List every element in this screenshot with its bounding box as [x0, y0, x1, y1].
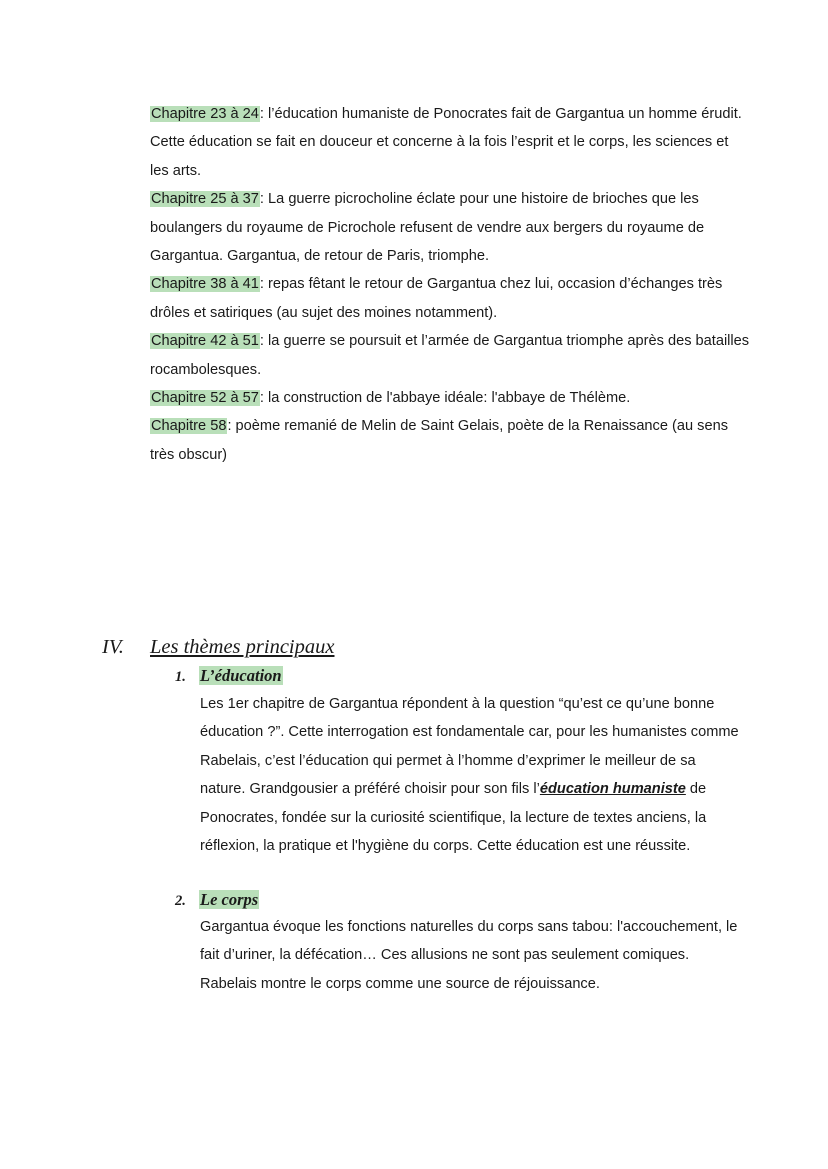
section-heading — [102, 636, 742, 659]
subsection-heading-education — [175, 666, 775, 686]
chapter-text: : repas fêtant le retour de Gargantua chez lui, occasion d’échanges très drôles et satiriques (au sujet des moines notamment). — [150, 276, 723, 321]
chapter-text: : poème remanié de Melin de Saint Gelais, poète de la Renaissance (au sens très obscur) — [150, 418, 728, 463]
chapter-entry — [150, 270, 750, 327]
chapter-label: Chapitre 38 à 41 — [151, 276, 259, 293]
chapter-text: : l’éducation humaniste de Ponocrates fait de Gargantua un homme érudit. Cette éducation se fait en douceur et concerne à la fois l’esprit et le corps, les sciences et les arts. — [150, 106, 742, 179]
chapter-summary-list — [150, 100, 750, 469]
chapter-label: Chapitre 23 à 24 — [151, 106, 259, 122]
chapter-label: Chapitre 42 à 51 — [151, 333, 259, 350]
corps-paragraph: Gargantua évoque les fonctions naturelles du corps sans tabou: l'accouchement, le fait d’uriner, la défécation… Ces allusions ne sont pas seulement comiques. Rabelais montre le corps comme une source de réjouissance. — [200, 919, 738, 992]
chapter-entry — [150, 412, 750, 469]
subsection-title: L’éducation — [200, 666, 282, 685]
chapter-text: : la guerre se poursuit et l’armée de Gargantua triomphe après des batailles rocambolesques. — [150, 333, 750, 378]
chapter-text: : La guerre picrocholine éclate pour une histoire de brioches que les boulangers du royaume de Picrochole refusent de vendre aux bergers du royaume de Gargantua. Gargantua, de retour de Paris, triomphe. — [150, 191, 705, 265]
emphasis-term: éducation humaniste — [539, 781, 686, 798]
chapter-label: Chapitre 58 — [151, 418, 227, 435]
chapter-label: Chapitre 52 à 57 — [151, 390, 259, 407]
subsection-heading-corps — [175, 890, 775, 910]
education-paragraph: Les 1er chapitre de Gargantua répondent à la question “qu’est ce qu’une bonne éducation ?”. Cette interrogation est fondamentale car, pour les humanistes comme Rabelais, c’est l’éducation qui permet à l’homme d’exprimer le meilleur de sa nature. Grandgousier a préféré choisir pour son fils l’éducation humaniste de Ponocrates, fondée sur la curiosité scientifique, la lecture de textes anciens, la réflexion, la pratique et l'hygiène du corps. Cette éducation est une réussite. — [200, 696, 739, 855]
section-number: IV. — [102, 636, 124, 658]
section-title: Les thèmes principaux — [150, 636, 335, 658]
subsection-number: 1. — [175, 669, 186, 685]
chapter-label: Chapitre 25 à 37 — [151, 191, 259, 208]
chapter-entry — [150, 185, 750, 270]
subsection-title: Le corps — [200, 890, 259, 909]
chapter-entry — [150, 100, 750, 185]
chapter-text: : la construction de l'abbaye idéale: l'abbaye de Thélème. — [259, 390, 631, 407]
chapter-entry — [150, 384, 750, 412]
subsection-number: 2. — [175, 893, 186, 909]
chapter-entry — [150, 327, 750, 384]
